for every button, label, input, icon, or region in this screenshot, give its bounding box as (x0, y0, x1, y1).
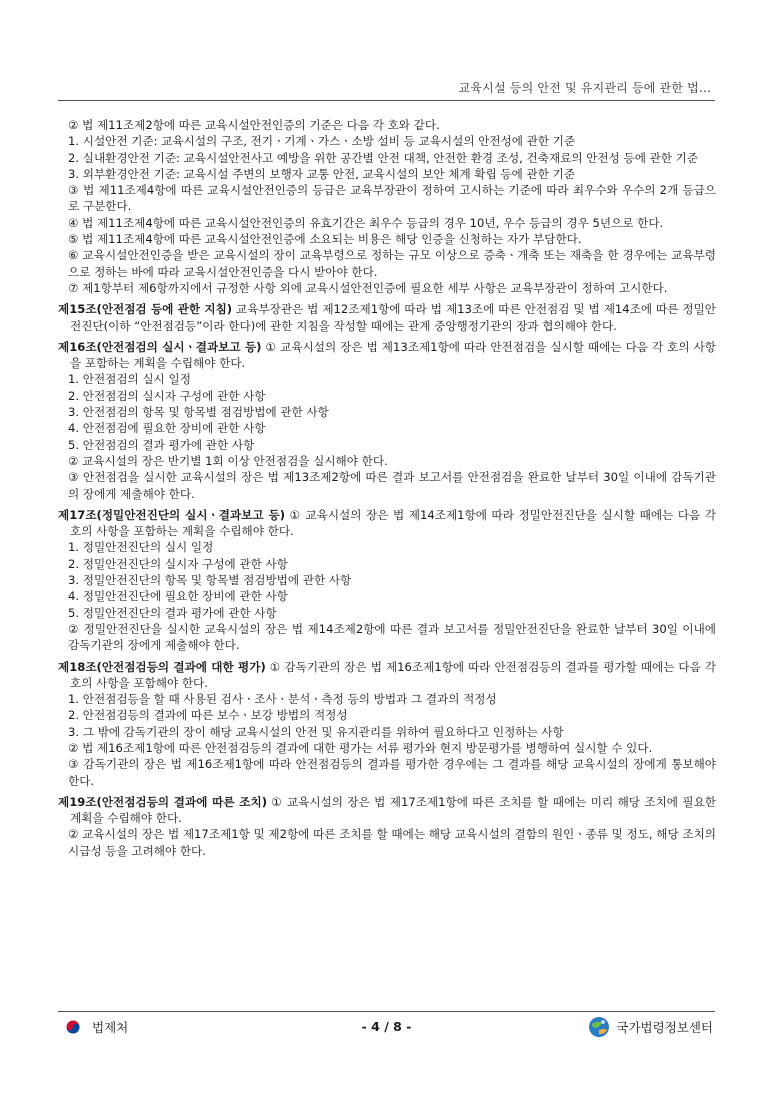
list-item: 2. 안전점검의 실시자 구성에 관한 사항 (68, 388, 266, 403)
footer-source (588, 1016, 713, 1038)
globe-logo-icon (588, 1016, 610, 1038)
paragraph: ② 교육시설의 장은 법 제17조제1항 및 제2항에 따른 조치를 할 때에는 해당 교육시설의 결함의 원인ㆍ종류 및 정도, 해당 조치의 시급성 등을 고려해야 한다. (68, 827, 716, 858)
list-item: 2. 실내환경안전 기준: 교육시설안전사고 예방을 위한 공간별 안전 대책, 안전한 환경 조성, 건축재료의 안전성 등에 관한 기준 (68, 150, 699, 165)
list-item: 1. 정밀안전진단의 실시 일정 (68, 540, 214, 555)
footer-source-name: 국가법령정보센터 (616, 1020, 713, 1035)
paragraph: ⑦ 제1항부터 제6항까지에서 규정한 사항 외에 교육시설안전인증에 필요한 세부 사항은 교육부장관이 정하여 고시한다. (68, 280, 668, 295)
article-title: 제17조(정밀안전진단의 실시ㆍ결과보고 등) (58, 507, 285, 522)
list-item: 3. 외부환경안전 기준: 교육시설 주변의 보행자 교통 안전, 교육시설의 보안 체계 확립 등에 관한 기준 (68, 166, 576, 181)
list-item: 2. 안전점검등의 결과에 따른 보수ㆍ보강 방법의 적정성 (68, 708, 348, 723)
article-18 (58, 659, 716, 692)
article-text: ① 교육시설의 장은 법 제17조제1항에 따른 조치를 할 때에는 미리 해당 조치에 필요한 계획을 수립해야 한다. (70, 794, 716, 826)
list-item: 3. 정밀안전진단의 항목 및 항목별 점검방법에 관한 사항 (68, 573, 352, 588)
list-item: 3. 안전점검의 항목 및 항목별 점검방법에 관한 사항 (68, 405, 329, 420)
article-16 (58, 339, 716, 372)
paragraph: ③ 감독기관의 장은 법 제16조제1항에 따라 안전점검등의 결과를 평가한 경우에는 그 결과를 해당 교육시설의 장에게 통보해야 한다. (68, 757, 716, 788)
paragraph: ② 법 제11조제2항에 따른 교육시설안전인증의 기준은 다음 각 호와 같다. (68, 118, 440, 132)
list-item: 1. 안전점검등을 할 때 사용된 검사ㆍ조사ㆍ분석ㆍ측정 등의 방법과 그 결과의 적정성 (68, 692, 497, 707)
article-title: 제19조(안전점검등의 결과에 따른 조치) (58, 794, 268, 809)
paragraph: ② 정밀안전진단을 실시한 교육시설의 장은 법 제14조제2항에 따른 결과 보고서를 정밀안전진단을 완료한 날부터 30일 이내에 감독기관의 장에게 제출해야 한다. (68, 621, 716, 653)
paragraph: ② 법 제16조제1항에 따른 안전점검등의 결과에 대한 평가는 서류 평가와 현지 방문평가를 병행하여 실시할 수 있다. (68, 740, 653, 755)
paragraph: ④ 법 제11조제4항에 따른 교육시설안전인증의 유효기간은 최우수 등급의 경우 10년, 우수 등급의 경우 5년으로 한다. (68, 215, 664, 230)
document-body (58, 117, 716, 859)
list-item: 1. 안전점검의 실시 일정 (68, 372, 191, 387)
document-header-title: 교육시설 등의 안전 및 유지관리 등에 관한 법... (458, 81, 711, 95)
header-divider (58, 100, 715, 101)
footer-publisher-name: 법제처 (92, 1020, 129, 1035)
article-text: ① 교육시설의 장은 법 제13조제1항에 따라 안전점검을 실시할 때에는 다음 각 호의 사항을 포함하는 계획을 수립해야 한다. (70, 339, 716, 371)
article-17 (58, 507, 716, 540)
article-text: 교육부장관은 법 제12조제1항에 따라 법 제13조에 따른 안전점검 및 법 제14조에 따른 정밀안전진단(이하 “안전점검등”이라 한다)에 관한 지침을 작성할 때에는 관계 중앙행정기관의 장과 협의해야 한다. (70, 302, 716, 333)
paragraph: ③ 법 제11조제4항에 따른 교육시설안전인증의 등급은 교육부장관이 정하여 고시하는 기준에 따라 최우수와 우수의 2개 등급으로 구분한다. (68, 183, 716, 214)
list-item: 5. 안전점검의 결과 평가에 관한 사항 (68, 437, 255, 452)
list-item: 1. 시설안전 기준: 교육시설의 구조, 전기ㆍ기계ㆍ가스ㆍ소방 설비 등 교육시설의 안전성에 관한 기준 (68, 134, 576, 149)
article-text: ① 교육시설의 장은 법 제14조제1항에 따라 정밀안전진단을 실시할 때에는 다음 각 호의 사항을 포함하는 계획을 수립해야 한다. (70, 507, 717, 539)
article-19 (58, 794, 716, 827)
article-text: ① 감독기관의 장은 법 제16조제1항에 따라 안전점검등의 결과를 평가할 때에는 다음 각 호의 사항을 포함해야 한다. (70, 659, 716, 690)
footer-divider (58, 1011, 715, 1012)
list-item: 2. 정밀안전진단의 실시자 구성에 관한 사항 (68, 556, 288, 571)
article-title: 제18조(안전점검등의 결과에 대한 평가) (58, 659, 266, 674)
paragraph: ② 교육시설의 장은 반기별 1회 이상 안전점검을 실시해야 한다. (68, 453, 388, 468)
list-item: 4. 안전점검에 필요한 장비에 관한 사항 (68, 421, 266, 436)
article-15 (58, 301, 716, 334)
article-title: 제16조(안전점검의 실시ㆍ결과보고 등) (58, 339, 262, 354)
list-item: 5. 정밀안전진단의 결과 평가에 관한 사항 (68, 605, 277, 620)
paragraph: ⑤ 법 제11조제4항에 따른 교육시설안전인증에 소요되는 비용은 해당 인증을 신청하는 자가 부담한다. (68, 232, 582, 247)
paragraph: ③ 안전점검을 실시한 교육시설의 장은 법 제13조제2항에 따른 결과 보고서를 안전점검을 완료한 날부터 30일 이내에 감독기관의 장에게 제출해야 한다. (68, 470, 716, 501)
article-title: 제15조(안전점검 등에 관한 지침) (58, 302, 233, 317)
list-item: 4. 정밀안전진단에 필요한 장비에 관한 사항 (68, 589, 288, 604)
page-number: - 4 / 8 - (361, 1019, 412, 1034)
list-item: 3. 그 밖에 감독기관의 장이 해당 교육시설의 안전 및 유지관리를 위하여 필요하다고 인정하는 사항 (68, 724, 564, 739)
paragraph: ⑥ 교육시설안전인증을 받은 교육시설의 장이 교육부령으로 정하는 규모 이상으로 증축ㆍ개축 또는 재축을 한 경우에는 교육부령으로 정하는 바에 따라 교육시설안전인증을 다시 받아야 한다. (68, 248, 716, 279)
